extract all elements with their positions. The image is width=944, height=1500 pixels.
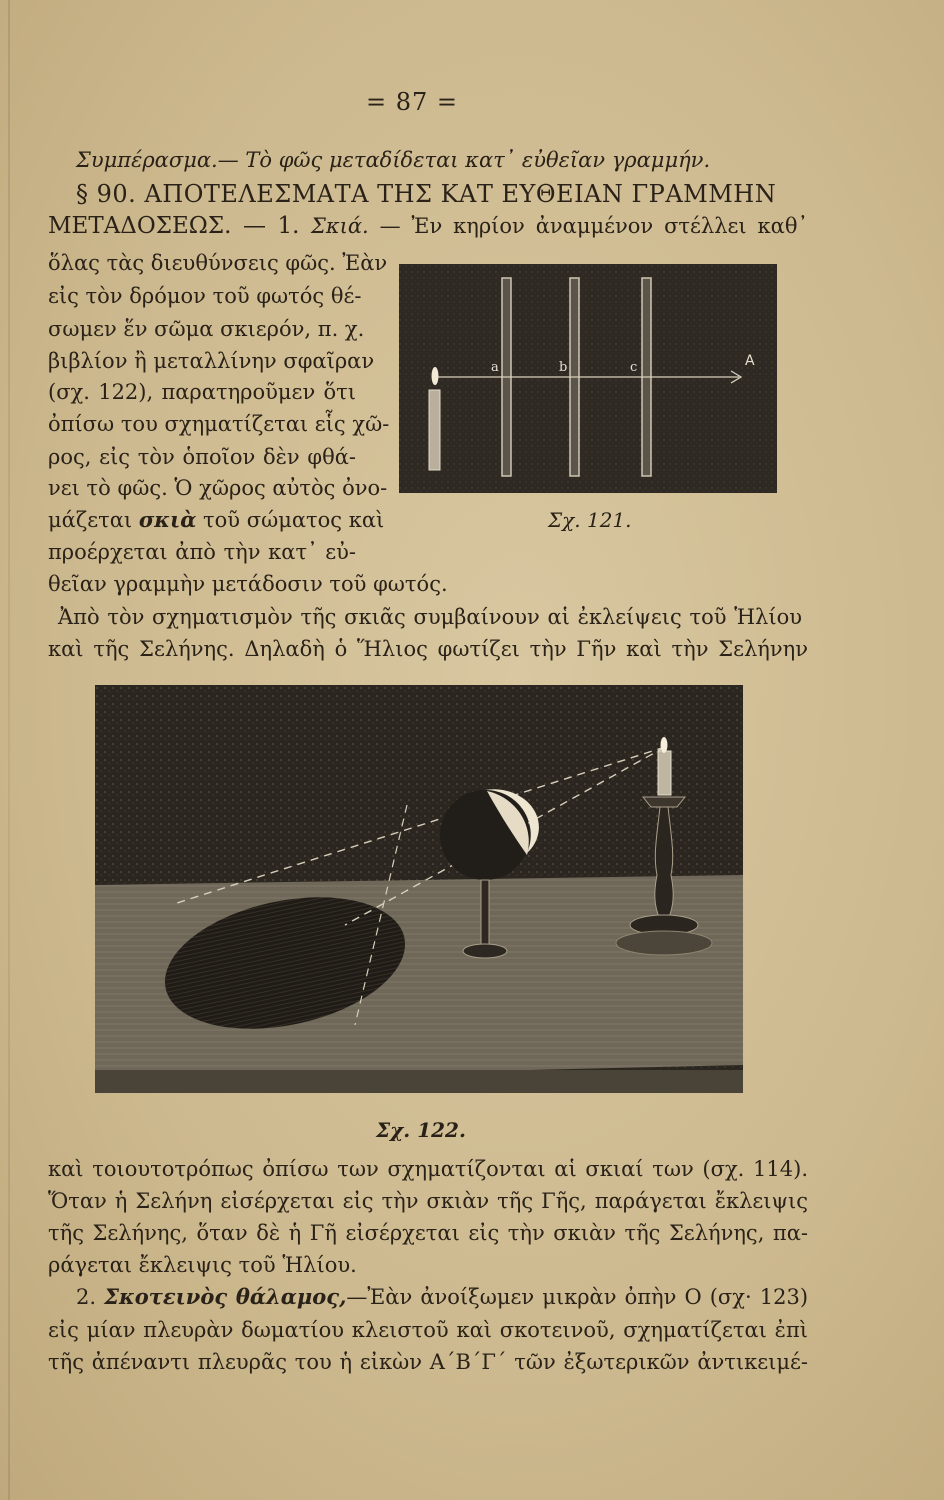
dark-chamber-term: Σκοτεινὸς θάλαμος, <box>104 1284 347 1309</box>
section-heading-cont: ΜΕΤΑΔΟΣΕΩΣ. — 1. <box>48 213 312 239</box>
para4-first-line <box>76 1283 808 1311</box>
skia-subheading: Σκιά. <box>311 214 369 238</box>
candle <box>429 390 440 470</box>
skia-term: σκιὰ <box>138 507 197 532</box>
para3-line: Ὅταν ἡ Σελήνη εἰσέρχεται εἰς τὴν σκιὰν τῆς Γῆς, παράγεται ἔκλειψις <box>48 1189 808 1213</box>
section-heading: § 90. ΑΠΟΤΕΛΕΣΜΑΤΑ ΤΗΣ ΚΑΤ ΕΥΘΕΙΑΝ ΓΡΑΜΜΗΝ <box>76 180 777 208</box>
para1-line: ὀπίσω του σχηματίζεται εἷς χῶ- <box>48 412 390 436</box>
candle-flame <box>661 737 668 753</box>
para1-line-skia <box>48 506 385 534</box>
para4-line: τῆς ἀπέναντι πλευρᾶς του ἡ εἰκὼν Α΄Β΄Γ΄ τῶν ἐξωτερικῶν ἀντικειμέ- <box>48 1350 808 1374</box>
candlestick-cup <box>643 797 685 807</box>
table-edge <box>95 1070 743 1093</box>
para1-last-line: θεῖαν γραμμὴν μετάδοσιν τοῦ φωτός. <box>48 572 448 596</box>
conclusion-label: Συμπέρασμα.— <box>76 148 246 172</box>
figure-122-eclipse-illustration <box>95 685 743 1093</box>
candlestick-plate <box>616 931 712 955</box>
para4-text: —Ἐὰν ἀνοίξωμεν μικρὰν ὀπὴν Ο (σχ· 123) <box>346 1285 809 1309</box>
para3-last-line: ράγεται ἔκλειψις τοῦ Ἡλίου. <box>48 1253 357 1277</box>
para1-skia-after: τοῦ σώματος καὶ <box>196 508 385 532</box>
para2-line: καὶ τῆς Σελήνης. Δηλαδὴ ὁ Ἥλιος φωτίζει τὴν Γῆν καὶ τὴν Σελήνην <box>48 637 808 661</box>
binding-edge <box>8 0 10 1500</box>
para3-line: τῆς Σελήνης, ὅταν δὲ ἡ Γῆ εἰσέρχεται εἰς τὴν σκιὰν τῆς Σελήνης, πα- <box>48 1221 808 1245</box>
para2-line: Ἀπὸ τὸν σχηματισμὸν τῆς σκιᾶς συμβαίνουν αἱ ἐκλείψεις τοῦ Ἡλίου <box>58 605 802 629</box>
label-a: a <box>491 360 499 375</box>
sphere-stand-base <box>463 944 507 958</box>
para4-number: 2. <box>76 1285 105 1309</box>
para1-line: προέρχεται ἀπὸ τὴν κατ᾿ εὐ- <box>48 540 356 564</box>
para1-line: σωμεν ἕν σῶμα σκιερόν, π. χ. <box>48 317 365 341</box>
page-number: = 87 = <box>365 88 458 116</box>
para1-line: ὅλας τὰς διευθύνσεις φῶς. Ἐὰν <box>48 251 388 275</box>
candle <box>658 751 671 795</box>
label-b: b <box>559 360 568 375</box>
candle-flame <box>432 367 439 385</box>
para1-line: ρος, εἰς τὸν ὁποῖον δὲν φθά- <box>48 445 356 469</box>
conclusion-line <box>76 146 710 174</box>
para1-line: εἰς τὸν δρόμον τοῦ φωτός θέ- <box>48 284 362 308</box>
para4-line: εἰς μίαν πλευρὰν δωματίου κλειστοῦ καὶ σκοτεινοῦ, σχηματίζεται ἐπὶ <box>48 1318 808 1342</box>
para1-skia-before: μάζεται <box>48 508 139 532</box>
figure-122-caption: Σχ. 122. <box>376 1118 466 1142</box>
para3-line: καὶ τοιουτοτρόπως ὀπίσω των σχηματίζονται αἱ σκιαί των (σχ. 114). <box>48 1157 808 1181</box>
figure-121-background <box>399 264 777 493</box>
para1-line: (σχ. 122), παρατηροῦμεν ὅτι <box>48 380 356 404</box>
label-A: A <box>745 353 755 369</box>
label-c: c <box>630 360 638 375</box>
para1-line: νει τὸ φῶς. Ὁ χῶρος αὐτὸς ὀνο- <box>48 476 388 500</box>
para1-line: βιβλίον ἢ μεταλλίνην σφαῖραν <box>48 349 375 373</box>
section-heading-line2 <box>48 212 808 240</box>
conclusion-text: Τὸ φῶς μεταδίδεται κατ᾿ εὐθεῖαν γραμμήν. <box>245 148 711 172</box>
sphere-stand <box>481 880 489 948</box>
figure-121-screens-diagram <box>399 264 777 493</box>
section-intro-text: — Ἐν κηρίον ἀναμμένον στέλλει καθ᾿ <box>368 214 809 238</box>
figure-121-caption: Σχ. 121. <box>548 508 632 532</box>
